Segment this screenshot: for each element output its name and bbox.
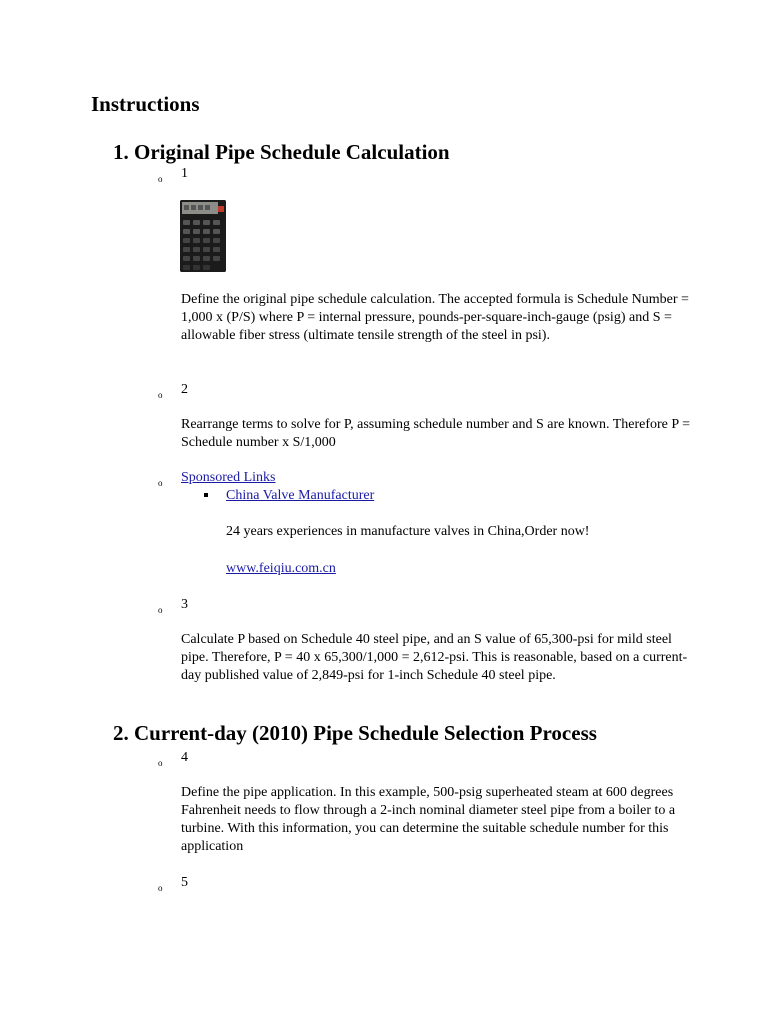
list-bullet: o [158, 883, 163, 893]
step-text-4: Define the pipe application. In this example, 500-psig superheated steam at 600 degrees Fahrenheit needs to flow through a 2-inch nominal diameter steel pipe from a boiler to a turbine. With this information, you can determine the suitable schedule number for this application [181, 785, 676, 854]
list-bullet: o [158, 390, 163, 400]
page-title: Instructions [91, 92, 200, 116]
ad-title-link[interactable]: China Valve Manufacturer [226, 488, 375, 503]
section-heading-2: 2. Current-day (2010) Pipe Schedule Selection Process [113, 721, 597, 745]
step-number-4: 4 [181, 750, 188, 765]
step-number-3: 3 [181, 597, 188, 612]
list-bullet: o [158, 478, 163, 488]
sponsored-links-link[interactable]: Sponsored Links [181, 470, 276, 485]
step-number-5: 5 [181, 875, 188, 890]
step-text-1: Define the original pipe schedule calculation. The accepted formula is Schedule Number = 1,000 x (P/S) where P = internal pressure, pounds-per-square-inch-gauge (psig) and S = allowable fiber stress (ultimate tensile strength of the steel in psi). [181, 292, 689, 343]
square-bullet-icon [204, 493, 208, 497]
list-bullet: o [158, 758, 163, 768]
step-text-3: Calculate P based on Schedule 40 steel pipe, and an S value of 65,300-psi for mild steel pipe. Therefore, P = 40 x 65,300/1,000 = 2,612-psi. This is reasonable, based on a current-day published value of 2,849-psi for 1-inch Schedule 40 steel pipe. [181, 632, 688, 683]
list-bullet: o [158, 605, 163, 615]
ad-text: 24 years experiences in manufacture valves in China,Order now! [226, 524, 590, 539]
calculator-icon [180, 200, 226, 272]
step-number-2: 2 [181, 382, 188, 397]
list-bullet: o [158, 174, 163, 184]
step-number-1: 1 [181, 166, 188, 181]
step-text-2: Rearrange terms to solve for P, assuming schedule number and S are known. Therefore P = Schedule number x S/1,000 [181, 417, 691, 450]
section-heading-1: 1. Original Pipe Schedule Calculation [113, 140, 450, 164]
ad-url-link[interactable]: www.feiqiu.com.cn [226, 561, 336, 576]
